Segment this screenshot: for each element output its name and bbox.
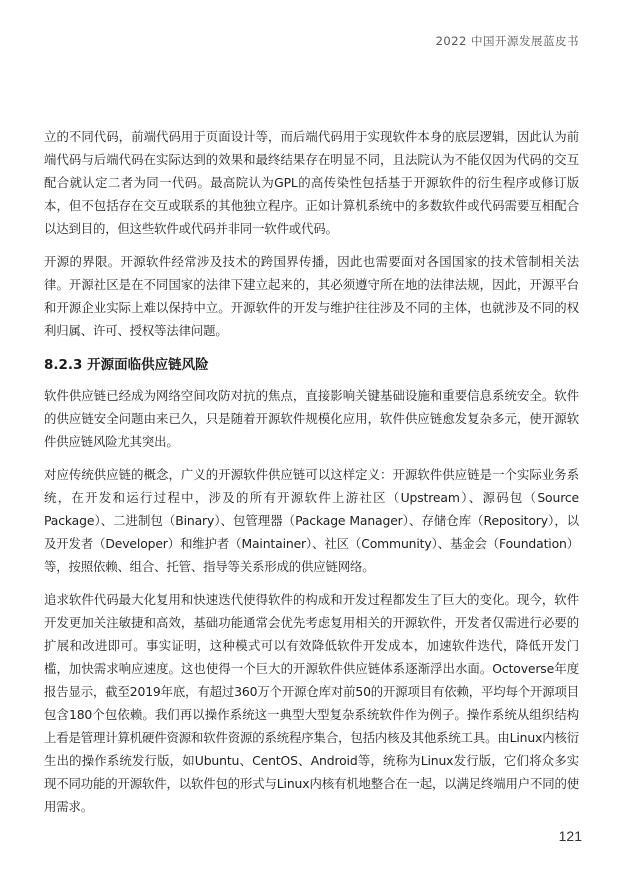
paragraph-supply-chain-definition: 对应传统供应链的概念，广义的开源软件供应链可以这样定义：开源软件供应链是一个实际业务系统，在开发和运行过程中，涉及的所有开源软件上游社区（Upstream）、源码包（Source Package）、二进制包（Binary）、包管理器（Package Manager）、存储仓库（Repository），以及开发者（Developer）和维护者（Maintainer）、社区（Community）、基金会（Foundation）等，按照依赖、组合、托管、指导等关系形成的供应链网络。 [44, 467, 579, 574]
page-number: 121 [558, 828, 582, 844]
running-header: 2022 中国开源发展蓝皮书 [435, 34, 579, 48]
paragraph-supply-chain-focus: 软件供应链已经成为网络空间攻防对抗的焦点，直接影响关键基础设施和重要信息系统安全。软件的供应链安全问题由来已久，只是随着开源软件规模化应用，软件供应链愈发复杂多元，使开源软件供应链风险尤其突出。 [44, 388, 579, 449]
paragraph-code-reuse: 追求软件代码最大化复用和快速迭代使得软件的构成和开发过程都发生了巨大的变化。现今，软件开发更加关注敏捷和高效，基础功能通常会优先考虑复用相关的开源软件，开发者仅需进行必要的扩展和改进即可。事实证明，这种模式可以有效降低软件开发成本，加速软件迭代，降低开发门槛，加快需求响应速度。这也使得一个巨大的开源软件供应链体系逐渐浮出水面。Octoverse年度报告显示，截至2019年底，有超过360万个开源仓库对前50的开源项目有依赖，平均每个开源项目包含180个包依赖。我们再以操作系统这一典型大型复杂系统软件作为例子。操作系统从组织结构上看是管理计算机硬件资源和软件资源的系统程序集合，包括内核及其他系统工具。由Linux内核衍生出的操作系统发行版，如Ubuntu、CentOS、Android等，统称为Linux发行版，它们将众多实现不同功能的开源软件，以软件包的形式与Linux内核有机地整合在一起，以满足终端用户不同的使用需求。 [44, 592, 579, 814]
page-body [44, 125, 579, 828]
paragraph-open-source-boundaries: 开源的界限。开源软件经常涉及技术的跨国界传播，因此也需要面对各国国家的技术管制相关法律。开源社区是在不同国家的法律下建立起来的，其必须遵守所在地的法律法规，因此，开源平台和开源企业实际上难以保持中立。开源软件的开发与维护往往涉及不同的主体，也就涉及不同的权利归属、许可、授权等法律问题。 [44, 254, 579, 338]
section-heading: 8.2.3 开源面临供应链风险 [44, 357, 209, 373]
paragraph-court-ruling: 立的不同代码，前端代码用于页面设计等，而后端代码用于实现软件本身的底层逻辑，因此认为前端代码与后端代码在实际达到的效果和最终结果存在明显不同，且法院认为不能仅因为代码的交互配合就认定二者为同一代码。最高院认为GPL的高传染性包括基于开源软件的衍生程序或修订版本，但不包括存在交互或联系的其他独立程序。正如计算机系统中的多数软件或代码需要互相配合以达到目的，但这些软件或代码并非同一软件或代码。 [44, 129, 579, 236]
